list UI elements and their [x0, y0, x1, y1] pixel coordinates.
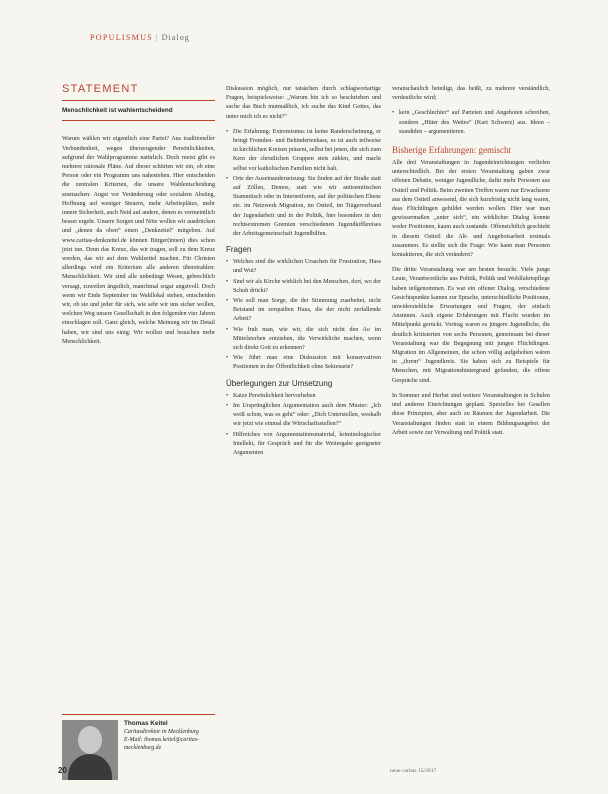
list-item: • Welches sind die wirklichen Ursachen für Frustration, Hass und Wut? — [226, 258, 381, 276]
middle-intro: Diskussion möglich, nur tatsächen durch schlagwortartige Fragen, beispielsweise: „Warum bin ich so beschrieben und suche das Buch mutmaßlich, ich suche das Kind Gottes, das unter mich ich es nicht?“ — [226, 86, 381, 120]
statement-title: STATEMENT — [62, 83, 139, 95]
author-photo-body — [68, 754, 112, 780]
section-label: POPULISMUS — [90, 33, 153, 42]
column-middle — [226, 85, 381, 464]
author-role: Caritasdirektor in Mecklenburg — [124, 729, 199, 735]
statement-rule — [62, 100, 215, 101]
list-item: • Wie fruh man, wie wir, die sich nicht den Ao im Mittelsterben entziehen, die Verwirkliche machen, wenn sich direkt Gott zu erkennen? — [226, 326, 381, 354]
right-intro: veranschaulich beteiligt, das heißt, zu mehrere verständlich, verdeutliche wird; — [392, 86, 550, 102]
subsection-label: Dialog — [161, 33, 190, 42]
running-header — [90, 33, 190, 42]
right-paragraph-3: In Sommer und Herbst sind weitere Veranstaltungen in Schulen und anderen Einrichtungen geplant. Spezielles bei Gesellen diese Prinzipien, aber auch zu Räumen der Jugendarbeit. Die Veranstaltungen finden statt in einem Bildungsangebot der Arbeit sowie zur Verwaltung und Politik statt. — [392, 392, 550, 436]
statement-subheading: Menschlichkeit ist wahlentscheidend — [62, 107, 173, 115]
right-paragraph-2: Die dritte Veranstaltung war am besten besucht. Viele junge Leute, Verantwortliche aus Politik, Politik und Wohlfahrtspflege haben teilgenommen. Es war ein offener Dialog, verschiedene Gesichtspunkte kamen zur Sprache, unterschiedliche Positionen, unwiderstehliche Erwartungen und Fragen, der einfach Ansinnen. Auch eigene Erfahrungen mit Flucht wurden im Mittelpunkt gerückt. Vortrag waren es jüngere Jugendliche, die deutlich kritisierten von sechs Personen, gemeinsam bei dieser Veranstaltung war die Begegnung mit jungen Flüchtlingen. Migration im Allgemeinen, die schon völlig aufgehoben wären in „ihrem“ Jugendkreis. Sie haben sich zu Beispiele für Menschen, mit Migrationshintergrund gefunden, die offene Gespräche sind. — [392, 267, 550, 384]
ueberlegungen-heading: Überlegungen zur Umsetzung — [226, 378, 333, 388]
column-right — [392, 85, 550, 444]
list-item: • Katze Persönlichkeit hervorheben — [226, 392, 381, 401]
list-item: • Sind wir als Kirche wirklich bei den Menschen, dort, wo der Schuh drückt? — [226, 278, 381, 296]
author-box — [62, 714, 215, 781]
magazine-footer: neue caritas 15/2017 — [390, 768, 437, 774]
author-info — [124, 720, 219, 752]
middle-bullets — [226, 128, 381, 239]
author-photo-head — [78, 726, 102, 754]
statement-rule-bottom — [62, 120, 215, 121]
list-item: • Im Ursprünglichen Argumentation auch dem Muster: „Ich weiß schon, was es geht“ oder: „Dich Unterstellen, weshalb wir jetzt wie einmal die Wirtschaftsstellen?“ — [226, 402, 381, 430]
list-item: • kein „Geschlechter“ auf Parteien und Angeboten schreiben, sondern „Hüter des Wettes“ (Kurt Schwerz) aus. Ideen – standiden – argumentieren. — [392, 109, 550, 137]
author-email: E-Mail: thomas.keitel@caritas-mecklenburg.de — [124, 737, 200, 751]
list-item: • Wie soll man Sorge, die der Stimmung zuarbeitet, nicht Beistand im zerquälten Haus, die der nicht zerfallende Arbeit? — [226, 297, 381, 325]
page-number: 20 — [58, 766, 67, 775]
author-name: Thomas Keitel — [124, 720, 168, 727]
right-paragraph-1: Alle drei Veranstaltungen in Jugendeinrichtungen verliefen unterschiedlich. Bei der ersten Veranstaltung gaben zwar offenen Debatte, weniger Jugendliche, dafür mehr Personen aus Ostteil und Politik. Beim zweiten Treffen waren nur Erwachsene aus dem Ostteil anwesend, die sich kurzfristig nicht lang waren, dass Flüchtlingen gebildet werden wollen. Hier war man gewissermaßen „unter sich“, ein wirklicher Dialog konnte weder Positionen, kaum auch zustande. Offensichtlich geschieht in diesem Ostteil die Alt- und Angebotsarbeit erstmals zusammen. Es stellte sich die Frage: Wie kann man Personen kontaktieren, die sich verändern? — [392, 160, 550, 259]
header-separator: | — [155, 33, 159, 42]
list-item: • Orte der Auseinandersetzung: Sie finden auf der Straße statt auf Zöllen, Demos, statt wie wir antisemitischen Stammtisch oder in Internetforen, auf der politischen Ebene etc. im Netzwerk Migration, im Ostteil, im Trägerverband der Jugendarbeit und in der Politik, hier besonders in den rechtsextremen Gremien verschiedenen Jugendkiffkreises der Arbeitsgemeinschaft Jugendhilfen. — [226, 175, 381, 239]
right-bullets — [392, 109, 550, 137]
fragen-heading: Fragen — [226, 245, 252, 255]
erfahrungen-heading: Bisherige Erfahrungen: gemischt — [392, 145, 511, 156]
ueberlegungen-list — [226, 392, 381, 458]
list-item: • Die Erfahrung: Extremismus ist keine Randerscheinung, er bringt Fremden- und Behindertenhass, es ist auch teilweise in kirchlichen Kreisen präsent, selbst bei jenen, die sich zum Kern der christlichen Gruppen stets zählen, und macht selbst vor katholischen Familien nicht halt. — [226, 128, 381, 174]
column-statement — [62, 85, 215, 353]
fragen-list — [226, 258, 381, 372]
list-item: • Wie führt man eine Diskussion mit konservativen Positionen in der Öffentlichkeit ohne Sektenarie? — [226, 354, 381, 372]
list-item: • Hilfreiches von Argumentationsmaterial, kriminologischer Intellekt, für Gespräch und für die Weitergabe geeigneter Argumenten — [226, 431, 381, 459]
statement-body: Warum wählen wir eigentlich eine Partei? Aus traditioneller Verbundenheit, wegen überzeugender Persönlichkeiten, aufgrund der Wahlprogramme natürlich. Doch meist gibt es mehrere rationale Pläne. Auf dieser schürten wir ein, ob eine Person oder ein Programm uns nahestehen. Hier entscheiden die zentralen Kriterien, die unsere Wahlentscheidung ausmachen: Angst vor Veränderung oder sozialem Abstieg, Hoffnung auf weniger Steuern, mehr Arbeitsplätze, mehr innere Sicherheit, auch Neid auf andere, denen es vermeintlich besser ergeht. Unsere Sorgen und Nöte wollen wir ausdrücken und „denen da oben“ einen „Denkzettel“ mitgeben. Auf www.caritas-denkzettel.de können Bürger(innen) dies schon jetzt tun. Denn das Kreuz, das wir tragen, soll zu dem Kreuz werden, das wir auf dem Wahlzettel machen. Für Christen allerdings wird ein Kriterium alle anderen überstrahlen: Menschlichkeit. Wir sind alle unbedingt Wesen, gebrechlich versagt, zuweilen ängstlich, manchmal sogar angstvoll. Doch wenn wir Ende September im Wahllokal stehen, entscheiden wir, ob sie und jeder für sich, wie sehr wir uns sicher wollen, welchen Weg unsere Gesellschaft in den folgenden vier Jahren einschlagen soll. Ganz gleich, welche Meinung wir im Detail haben, wir sind uns einig: Wir wollen und brauchen mehr Menschlichkeit. — [62, 136, 215, 345]
author-photo — [62, 720, 118, 780]
